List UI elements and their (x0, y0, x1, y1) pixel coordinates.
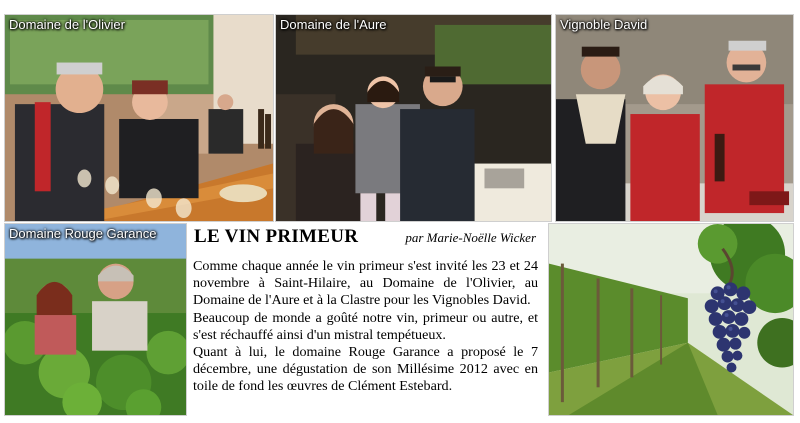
photo-domaine-rouge-garance (4, 223, 187, 416)
photo-caption: Domaine Rouge Garance (9, 226, 157, 241)
photo-caption: Domaine de l'Aure (280, 17, 387, 32)
photo-caption: Domaine de l'Olivier (9, 17, 125, 32)
photo-domaine-aure (275, 14, 552, 222)
tasting-room-photo (5, 15, 273, 221)
article-byline: par Marie-Noëlle Wicker (405, 230, 536, 245)
article-header (193, 226, 538, 258)
article-paragraph: Comme chaque année le vin primeur s'est invité les 23 et 24 novembre à Saint-Hilaire, au Domaine de l'Olivier, au Domaine de l'Aure et à la Clastre pour les Vignobles David. (193, 258, 538, 309)
article-paragraph: Beaucoup de monde a goûté notre vin, primeur ou autre, et s'est réchauffé ainsi d'un mistral tempétueux. (193, 309, 538, 343)
family-photo (276, 15, 551, 221)
photo-vignoble-david (555, 14, 794, 222)
photo-domaine-olivier (4, 14, 274, 222)
article-body (193, 258, 538, 396)
grape-cluster-photo (549, 224, 793, 415)
article-paragraph: Quant à lui, le domaine Rouge Garance a proposé le 7 décembre, une dégustation de son Millésime 2012 avec en toile de fond les œuvres de Clément Estebard. (193, 344, 538, 395)
vineyard-couple-photo (5, 224, 186, 415)
article-title: LE VIN PRIMEUR (194, 226, 359, 247)
photo-caption: Vignoble David (560, 17, 648, 32)
photo-grapes-vineyard (548, 223, 794, 416)
article (193, 226, 538, 418)
winemakers-photo (556, 15, 793, 221)
